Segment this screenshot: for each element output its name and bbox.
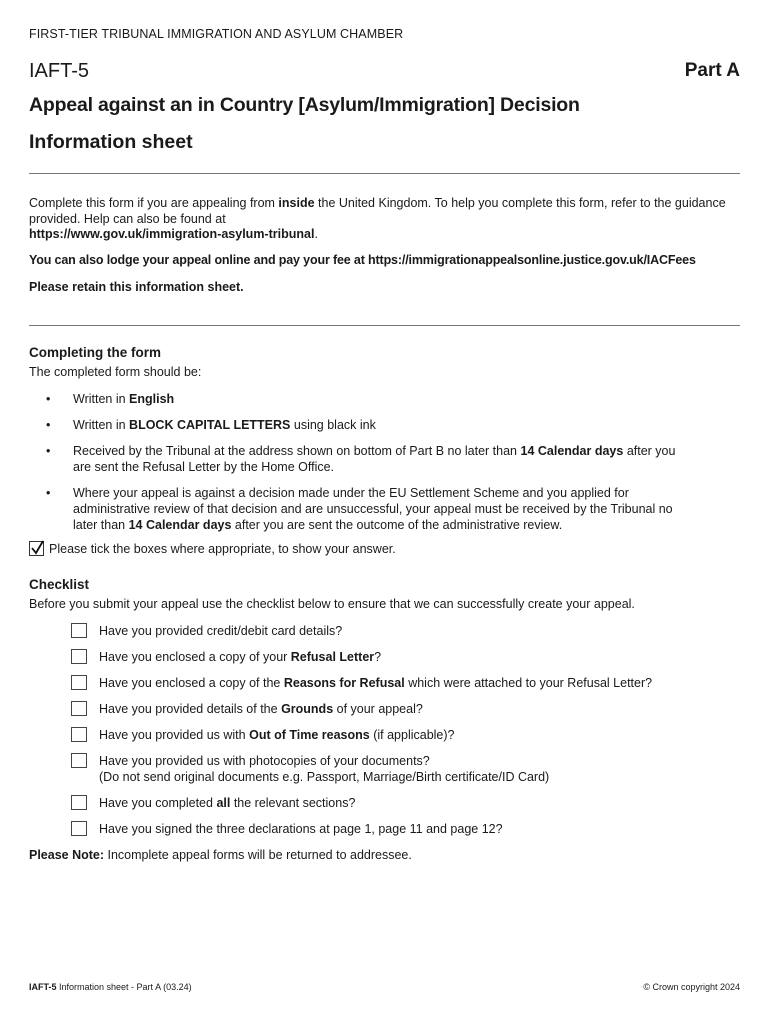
form-code: IAFT-5 bbox=[29, 60, 90, 82]
checkbox[interactable] bbox=[71, 795, 87, 810]
completing-heading: Completing the form bbox=[29, 345, 161, 360]
example-tick-box bbox=[29, 541, 44, 556]
page-title: Appeal against an in Country [Asylum/Immigration] Decision bbox=[29, 94, 580, 116]
footer-form-reference: IAFT-5 Information sheet - Part A (03.24) bbox=[29, 982, 192, 992]
checkmark-icon bbox=[30, 539, 45, 556]
page-subtitle: Information sheet bbox=[29, 131, 193, 153]
tick-instruction: Please tick the boxes where appropriate, to show your answer. bbox=[49, 542, 396, 556]
chamber-name: FIRST-TIER TRIBUNAL IMMIGRATION AND ASYLUM CHAMBER bbox=[29, 27, 404, 41]
checkbox[interactable] bbox=[71, 701, 87, 716]
checkbox[interactable] bbox=[71, 821, 87, 836]
divider-top bbox=[29, 173, 740, 174]
footer-copyright: © Crown copyright 2024 bbox=[643, 982, 740, 992]
checklist-heading: Checklist bbox=[29, 577, 90, 592]
checkbox[interactable] bbox=[71, 753, 87, 768]
online-appeal-note: You can also lodge your appeal online and pay your fee at https://immigrationappealsonline.justice.gov.uk/IACFees bbox=[29, 253, 696, 267]
divider-middle bbox=[29, 325, 740, 326]
intro-paragraph: Complete this form if you are appealing from inside the United Kingdom. To help you complete this form, refer to the guidance provided. Help can also be found at https://www.gov.uk/immigration-asylum-tribunal. bbox=[29, 196, 726, 241]
checklist-lead: Before you submit your appeal use the checklist below to ensure that we can successfully create your appeal. bbox=[29, 597, 635, 611]
please-note: Please Note: Incomplete appeal forms will be returned to addressee. bbox=[29, 848, 412, 862]
form-page: FIRST-TIER TRIBUNAL IMMIGRATION AND ASYLUM CHAMBER IAFT-5 Part A Appeal against an in Country [Asylum/Immigration] Decision Information sheet Complete this form if you are appealing from inside the United Kingdom. To help you complete this form, refer to the guidance provided. Help can also be found at https://www.gov.uk/immigration-asylum-tribunal. You can also lodge your appeal online and pay your fee at https://immigrationappealsonline.justice.gov.uk/IACFees Please retain this information sheet. Completing the form The completed form should be: • Written in English • Written in BLOCK CAPITAL LETTERS using black ink • Received by the Tribunal at the address shown on bottom of Part B no later than 14 Calendar days after you are sent the Refusal Letter by the Home Office. • Where your appeal is against a decision made under the EU Settlement Scheme and you applied for administrative review of that decision and are unsuccessful, your appeal must be received by the Tribunal no later than 14 Calendar days after you are sent the outcome of the administrative review. Please tick the boxes where appropriate, to show your answer. Checklist Before you submit your appeal use the checklist below to ensure that we can successfully create your appeal. Have you provided credit/debit card details? Have you enclosed a copy of your Refusal Letter? Have you enclosed a copy of the Reasons for Refusal which were attached to your Refusal Letter? Have you provided details of the Grounds of your appeal? Have you provided us with Out of Time reasons (if applicable)? Have you provided us with photocopies of your documents? (Do not send original documents e.g. Passport, Marriage/Birth certificate/ID Card) Have you completed all the relevant sections? Have you signed the three declarations at page 1, page 11 and page 12? Please Note: Incomplete appeal forms will be returned to addressee. IAFT-5 Information sheet - Part A (03.24) © Crown copyright 2024 bbox=[29, 27, 740, 992]
checkbox[interactable] bbox=[71, 623, 87, 638]
tribunal-link[interactable]: https://www.gov.uk/immigration-asylum-tribunal bbox=[29, 227, 315, 241]
retain-note: Please retain this information sheet. bbox=[29, 280, 244, 294]
checkbox[interactable] bbox=[71, 649, 87, 664]
checkbox[interactable] bbox=[71, 675, 87, 690]
part-label: Part A bbox=[684, 60, 740, 81]
completing-lead: The completed form should be: bbox=[29, 365, 202, 379]
checkbox[interactable] bbox=[71, 727, 87, 742]
